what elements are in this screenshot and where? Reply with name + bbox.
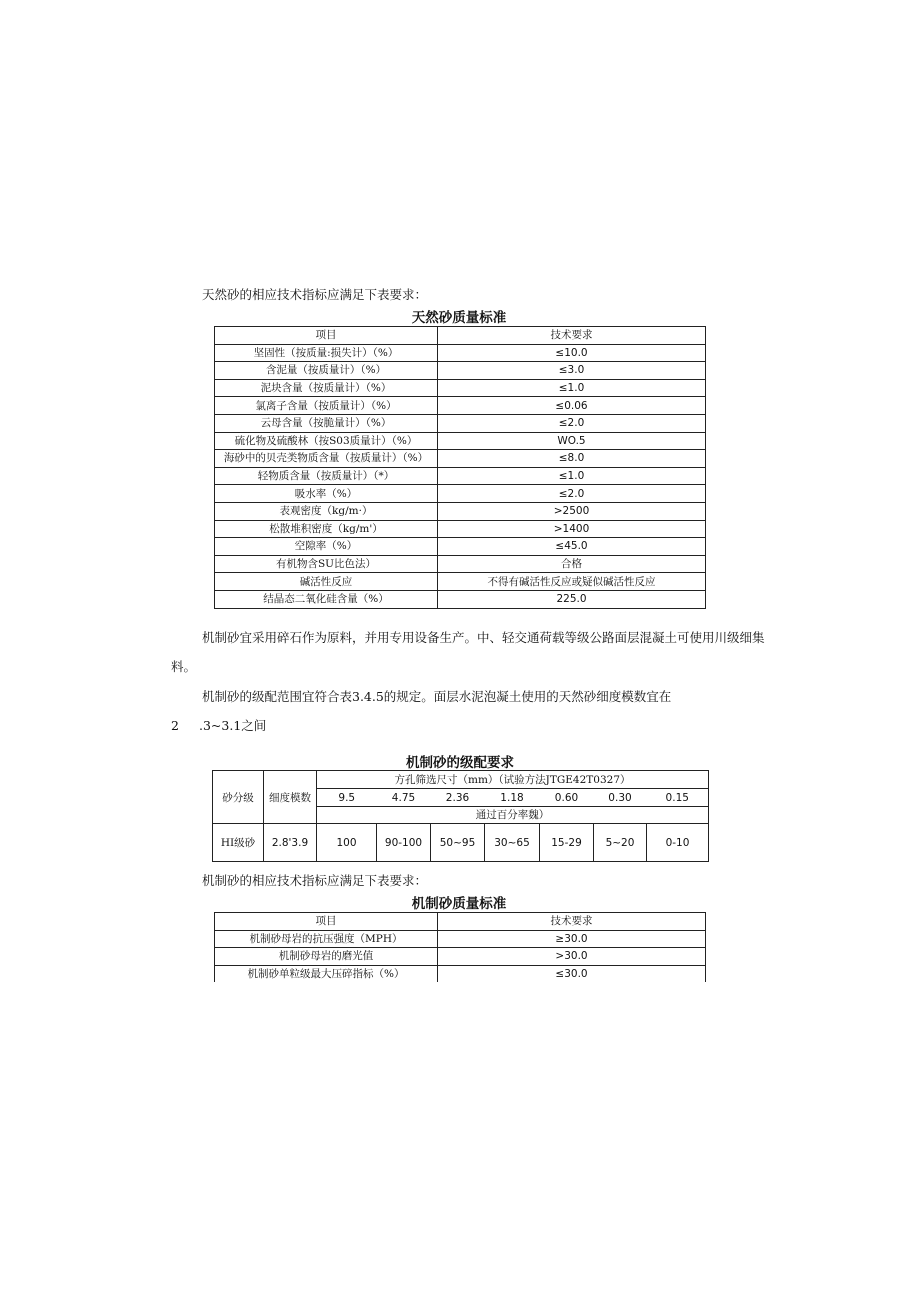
- table-grading-title: 机制砂的级配要求: [406, 755, 514, 771]
- item-cell: 含泥量（按质量计）（%）: [215, 362, 438, 380]
- table-row: [215, 432, 706, 450]
- sieve-size: 4.75: [377, 789, 431, 807]
- table-natural-sand: [214, 326, 706, 609]
- table-row: [215, 555, 706, 573]
- item-cell: 轻物质含量（按质量计）（*）: [215, 467, 438, 485]
- pass-value: 0-10: [647, 824, 709, 862]
- sieve-size: 1.18: [485, 789, 540, 807]
- intro-paragraph-manufactured-sand: 机制砂的相应技术指标应满足下表要求：: [202, 873, 428, 888]
- requirement-cell: ≤8.0: [438, 450, 706, 468]
- requirement-cell: >2500: [438, 502, 706, 520]
- item-cell: 云母含量（按脆量计）（%）: [215, 414, 438, 432]
- sieve-size: 9.5: [317, 789, 377, 807]
- grading-paragraph-number: 2: [171, 718, 179, 733]
- header-sieve-size: 方孔筛选尺寸（mm）（试验方法JTGE42T0327）: [317, 771, 709, 789]
- manufactured-sand-paragraph-line1: 机制砂宜采用碎石作为原料，并用专用设备生产。中、轻交通荷载等级公路面层混凝土可使用川级细集: [202, 630, 765, 645]
- requirement-cell: ≤45.0: [438, 538, 706, 556]
- pass-value: 30~65: [485, 824, 540, 862]
- item-cell: 吸水率（%）: [215, 485, 438, 503]
- item-cell: 结晶态二氧化硅含量（%）: [215, 590, 438, 608]
- requirement-cell: WO.5: [438, 432, 706, 450]
- pass-value: 5~20: [594, 824, 647, 862]
- pass-value: 90-100: [377, 824, 431, 862]
- table-row: [215, 502, 706, 520]
- intro-paragraph-natural-sand: 天然砂的相应技术指标应满足下表要求：: [202, 287, 428, 302]
- grading-paragraph-line2: .3~3.1之间: [199, 718, 267, 733]
- table-row: [215, 450, 706, 468]
- item-cell: 机制砂母岩的抗压强度（MPH）: [215, 930, 438, 948]
- table-natural-sand-title: 天然砂质量标准: [411, 310, 507, 326]
- table-row: [213, 824, 709, 862]
- item-cell: 氯离子含量（按质量计）（%）: [215, 397, 438, 415]
- table-header-row: [213, 771, 709, 789]
- pass-value: 15-29: [540, 824, 594, 862]
- header-item: 项目: [215, 913, 438, 931]
- item-cell: 坚固性（按质量:损失计）（%）: [215, 344, 438, 362]
- requirement-cell: ≤1.0: [438, 467, 706, 485]
- header-requirement: 技术要求: [438, 327, 706, 345]
- requirement-cell: ≤2.0: [438, 414, 706, 432]
- requirement-cell: ≤10.0: [438, 344, 706, 362]
- header-fineness-modulus: 细度模数: [264, 771, 317, 824]
- pass-value: 100: [317, 824, 377, 862]
- header-item: 项目: [215, 327, 438, 345]
- requirement-cell: ≥30.0: [438, 930, 706, 948]
- item-cell: 碱活性反应: [215, 573, 438, 591]
- requirement-cell: >30.0: [438, 948, 706, 966]
- table-header-row: [215, 913, 706, 931]
- item-cell: 有机物含SU比色法）: [215, 555, 438, 573]
- table-row: [215, 930, 706, 948]
- table-grading: [212, 770, 709, 862]
- header-requirement: 技术要求: [438, 913, 706, 931]
- sieve-size: 0.60: [540, 789, 594, 807]
- table-manufactured-sand: [214, 912, 706, 982]
- table-row: [215, 948, 706, 966]
- requirement-cell: ≤2.0: [438, 485, 706, 503]
- requirement-cell: ≤30.0: [438, 965, 706, 982]
- sieve-size: 2.36: [431, 789, 485, 807]
- item-cell: 空隙率（%）: [215, 538, 438, 556]
- item-cell: 表观密度（kg/m·）: [215, 502, 438, 520]
- manufactured-sand-paragraph-line2: 料。: [171, 659, 197, 674]
- requirement-cell: 不得有碱活性反应或疑似碱活性反应: [438, 573, 706, 591]
- sieve-size: 0.30: [594, 789, 647, 807]
- requirement-cell: ≤0.06: [438, 397, 706, 415]
- grading-paragraph-line1: 机制砂的级配范围宜符合表3.4.5的规定。面层水泥泡凝土使用的天然砂细度模数宜在: [202, 689, 672, 704]
- requirement-cell: 合格: [438, 555, 706, 573]
- sieve-size: 0.15: [647, 789, 709, 807]
- table-row: [215, 485, 706, 503]
- item-cell: 机制砂母岩的磨光值: [215, 948, 438, 966]
- table-header-row: [215, 327, 706, 345]
- table-row: [215, 590, 706, 608]
- item-cell: 海砂中的贝壳类物质含量（按质量计）（%）: [215, 450, 438, 468]
- row-sand-grade: HI级砂: [213, 824, 264, 862]
- requirement-cell: ≤3.0: [438, 362, 706, 380]
- item-cell: 硫化物及硫酸林（按S03质量计）（%）: [215, 432, 438, 450]
- header-sand-grade: 砂分级: [213, 771, 264, 824]
- pass-value: 50~95: [431, 824, 485, 862]
- requirement-cell: ≤1.0: [438, 379, 706, 397]
- table-manufactured-sand-title: 机制砂质量标准: [411, 896, 507, 912]
- table-row: [215, 573, 706, 591]
- table-row: [215, 520, 706, 538]
- table-row: [215, 344, 706, 362]
- table-row: [215, 538, 706, 556]
- table-row: [215, 362, 706, 380]
- table-row: [215, 414, 706, 432]
- row-fineness-modulus: 2.8'3.9: [264, 824, 317, 862]
- requirement-cell: >1400: [438, 520, 706, 538]
- table-row: [215, 965, 706, 982]
- requirement-cell: 225.0: [438, 590, 706, 608]
- item-cell: 松散堆积密度（kg/m'）: [215, 520, 438, 538]
- item-cell: 泥块含量（按质量计）（%）: [215, 379, 438, 397]
- table-row: [215, 397, 706, 415]
- header-pass-percentage: 通过百分率魏）: [317, 807, 709, 824]
- table-row: [215, 467, 706, 485]
- table-row: [215, 379, 706, 397]
- item-cell: 机制砂单粒级最大压碎指标（%）: [215, 965, 438, 982]
